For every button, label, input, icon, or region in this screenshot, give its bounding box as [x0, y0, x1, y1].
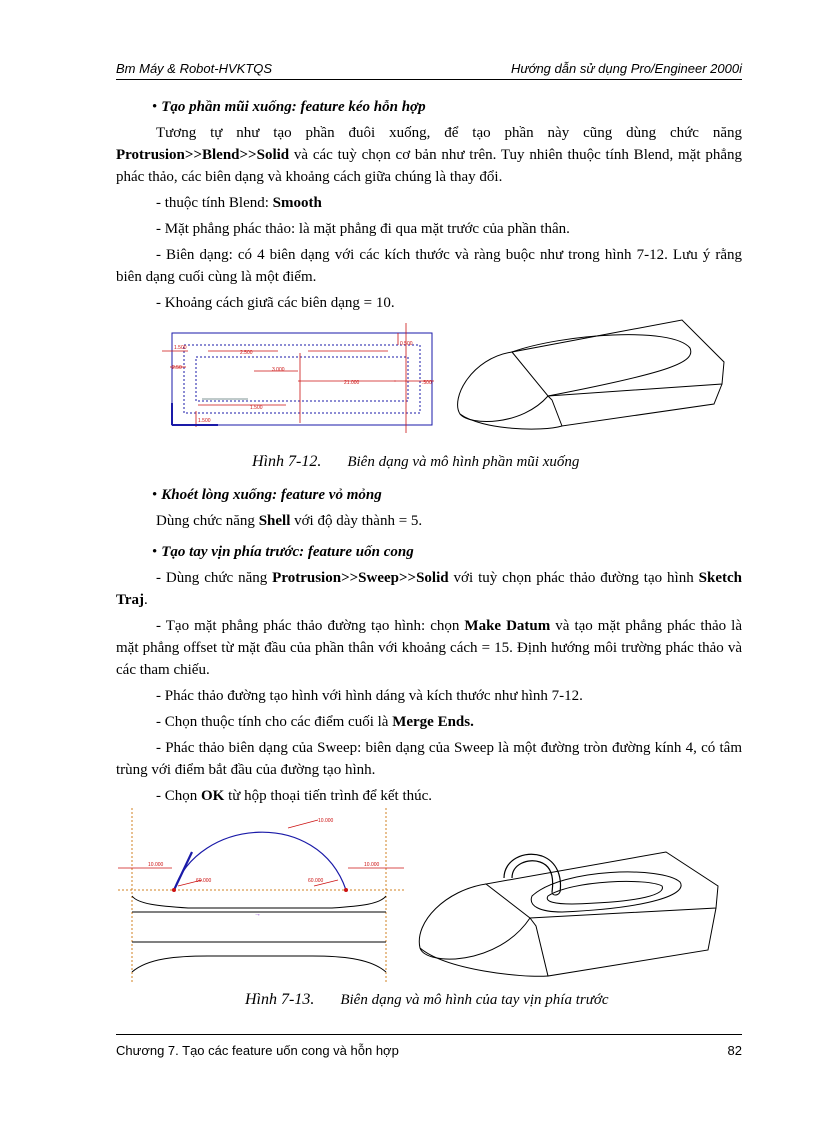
dim-3: 0.500: [400, 341, 413, 347]
dim-10c: 10.000: [364, 862, 380, 868]
shell-line: Dùng chức năng Shell với độ dày thành = 5.: [156, 513, 423, 529]
section-1: [116, 96, 742, 314]
header-right: Hướng dẫn sử dụng Pro/Engineer 2000i: [510, 61, 742, 76]
merge-ends-line: - Chọn thuộc tính cho các điểm cuối là Merge Ends.: [156, 714, 474, 730]
fig-7-12-sketch: [158, 323, 440, 433]
dim-6: 21.000: [344, 380, 360, 386]
datum-line: - Tạo mặt phẳng phác thảo đường tạo hình: chọn Make Datum và tạo mặt phẳng phác thảo là mặt phẳng offset từ mặt đầu của phần thân với khoảng cách = 15. Định hướng môi trường phác thảo và các tham chiếu.: [116, 618, 742, 678]
dim-2: 2.500: [240, 350, 253, 356]
fig-7-13-caption: [245, 991, 609, 1009]
fig-7-12-model: [452, 318, 730, 436]
sketch-profile-3: [196, 357, 408, 401]
sketch-profile-2: [184, 345, 420, 413]
sketch-plane-line: - Mặt phẳng phác thảo: là mặt phẳng đi qua mặt trước của phần thân.: [156, 221, 570, 237]
sweep-line: - Dùng chức năng Protrusion>>Sweep>>Solid với tuỳ chọn phác thảo đường tạo hình Sketch Traj.: [116, 570, 742, 608]
section-1-paragraph: Tương tự như tạo phần đuôi xuống, để tạo phần này cũng dùng chức năng Protrusion>>Blend>>Solid và các tuỳ chọn cơ bản như trên. Tuy nhiên thuộc tính Blend, mặt phẳng phác thảo, các biên dạng và khoảng cách giữa chúng là thay đổi.: [116, 125, 742, 185]
section-2-title: • Khoét lòng xuống: feature vỏ mỏng: [152, 487, 382, 503]
nose-curve: [458, 352, 548, 421]
dim-60a: 60.000: [196, 878, 212, 884]
bullet-icon: •: [152, 99, 158, 115]
bullet-icon: •: [152, 487, 158, 503]
dim-10a: 10.000: [318, 818, 334, 824]
dim-5: 3.000: [272, 367, 285, 373]
svg-text:→: →: [254, 911, 261, 918]
dim-4: 2.50: [172, 365, 182, 371]
fig-7-12-caption: [252, 453, 579, 471]
page-number: 82: [727, 1043, 742, 1058]
dim-1: 1.500: [174, 345, 187, 351]
distance-line: - Khoảng cách giưã các biên dạng = 10.: [156, 295, 395, 311]
page-header: [116, 59, 742, 81]
dim-10b: 10.000: [148, 862, 164, 868]
ok-line: - Chọn OK từ hộp thoại tiến trình để kết thúc.: [156, 788, 433, 804]
dim-60b: 60.000: [308, 878, 324, 884]
sweep-profile-line: - Phác thảo biên dạng của Sweep: biên dạng của Sweep là một đường tròn đường kính 4, có tâm trùng với điểm bắt đầu của đường tạo hình.: [116, 740, 742, 778]
bullet-icon: •: [152, 544, 158, 560]
section-1-title: • Tạo phần mũi xuống: feature kéo hỗn hợp: [152, 99, 426, 115]
profile-line: - Biên dạng: có 4 biên dạng với các kích thước và ràng buộc như trong hình 7-12. Lưu ý rằng biên dạng cuối cùng là một điểm.: [116, 247, 742, 285]
footer-rule: [116, 1034, 742, 1035]
header-rule: [116, 79, 742, 80]
fig-7-13-text: Biên dạng và mô hình của tay vịn phía trước: [340, 992, 609, 1008]
fig-7-13-model: [412, 848, 726, 980]
footer-chapter: Chương 7. Tạo các feature uốn cong và hỗn hợp: [116, 1043, 399, 1058]
section-3: [116, 541, 742, 807]
dim-9: .500: [422, 380, 432, 386]
sketch-outer-profile: [172, 333, 432, 425]
blend-attribute-line: - thuộc tính Blend: Smooth: [156, 195, 322, 211]
trajectory-line: - Phác thảo đường tạo hình với hình dáng và kích thước như hình 7-12.: [156, 688, 583, 704]
section-2: [116, 484, 742, 532]
dim-7: 1.500: [250, 405, 263, 411]
fig-7-13-sketch: [118, 808, 404, 984]
fig-7-12-text: Biên dạng và mô hình phần mũi xuống: [347, 454, 580, 470]
dim-8: 1.500: [198, 418, 211, 424]
fig-7-12-number: Hình 7-12.: [252, 453, 322, 470]
header-left: Bm Máy & Robot-HVKTQS: [116, 61, 273, 76]
fig-7-13-number: Hình 7-13.: [245, 991, 315, 1008]
section-3-title: • Tạo tay vịn phía trước: feature uốn cong: [152, 544, 414, 560]
